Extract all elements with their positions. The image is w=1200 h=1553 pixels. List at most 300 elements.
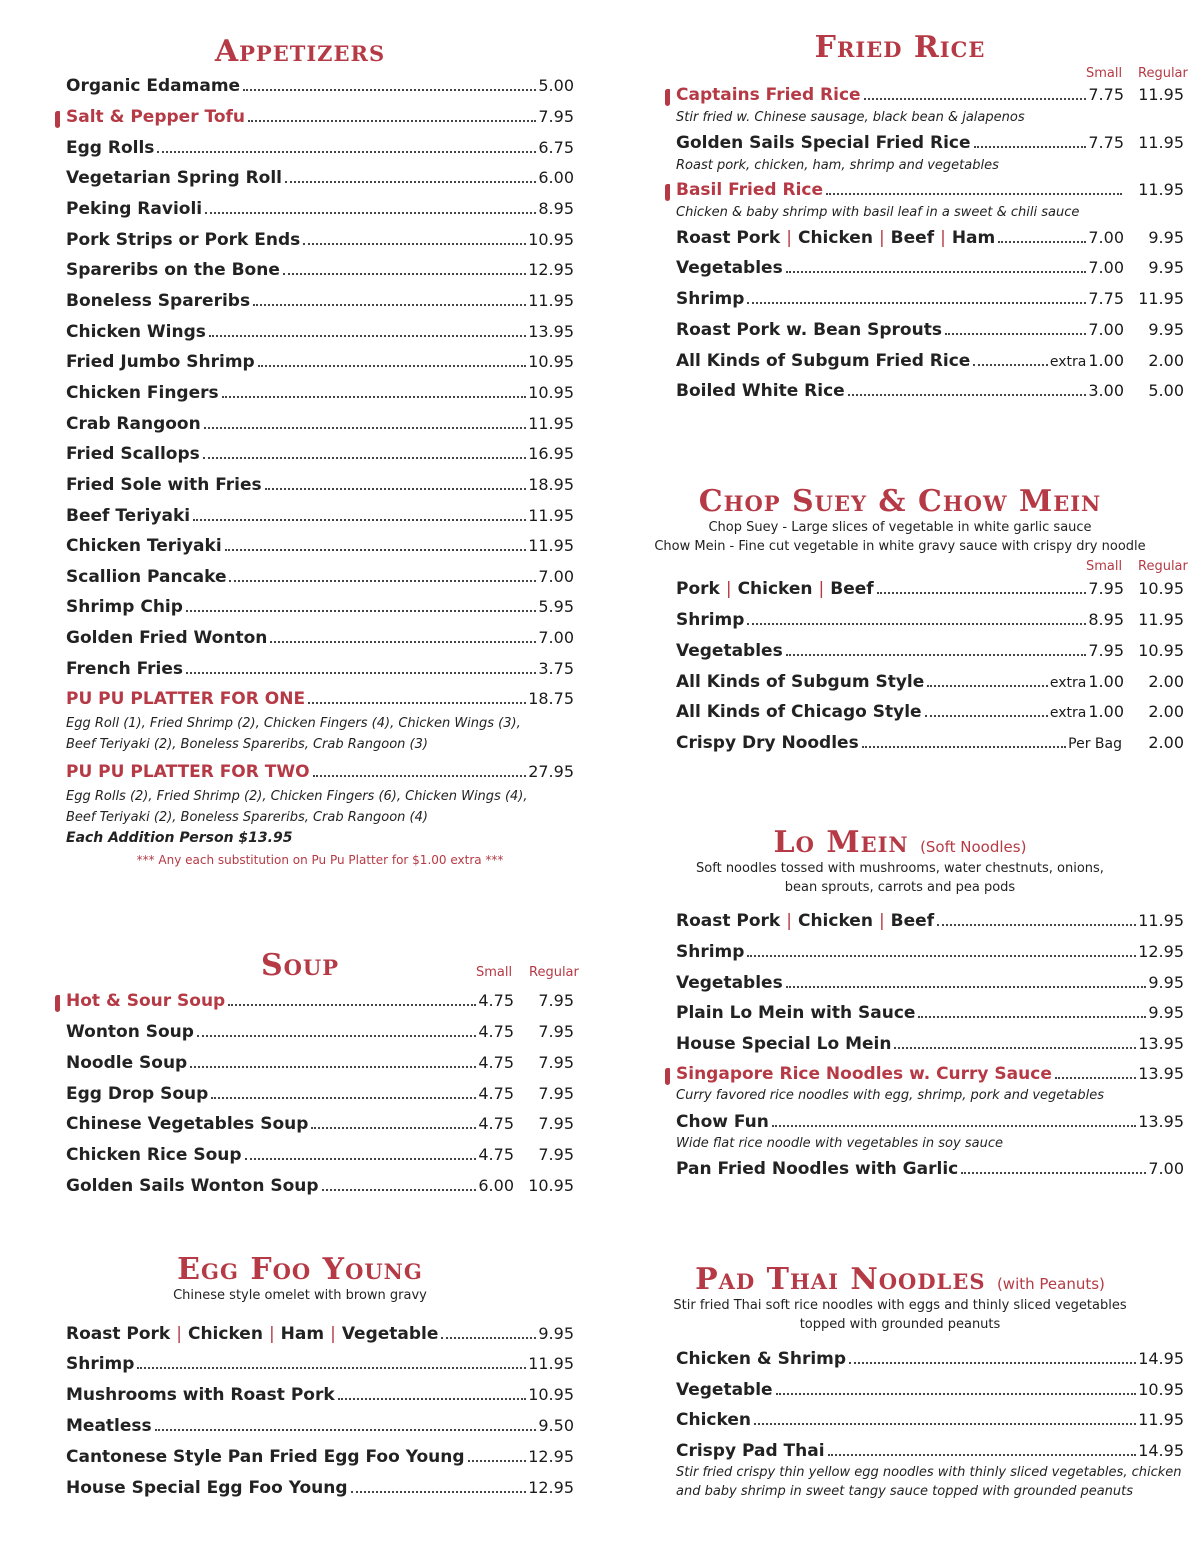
lo-mein-title (600, 825, 1200, 860)
price-regular: 10.95 (528, 1176, 574, 1195)
substitution-note: *** Any each substitution on Pu Pu Platter for $1.00 extra *** (136, 853, 504, 867)
item-name: Captains Fried Rice (676, 85, 861, 105)
item-name: Chicken Fingers (66, 383, 219, 403)
item-name-part: Roast Pork (66, 1324, 171, 1344)
fried-rice-small-header: Small (1086, 66, 1123, 81)
price: 9.95 (1148, 973, 1184, 992)
price-regular: 7.95 (538, 1084, 574, 1103)
menu-item-row (676, 1380, 1184, 1404)
menu-item-row (66, 1324, 574, 1348)
price-small: 1.00 (1088, 702, 1124, 721)
price: 14.95 (1138, 1441, 1184, 1460)
price: 13.95 (1138, 1112, 1184, 1131)
dot-leader (265, 488, 527, 490)
price-small: 4.75 (478, 1053, 514, 1072)
soup-small-header: Small (476, 965, 513, 980)
dot-leader (245, 1158, 477, 1160)
item-name (676, 579, 874, 599)
item-name: Roast Pork w. Bean Sprouts (676, 320, 942, 340)
pupu-two-note-2: Beef Teriyaki (2), Boneless Spareribs, Crab Rangoon (4) (66, 810, 428, 825)
price-regular: 9.95 (1148, 258, 1184, 277)
chop-suey-description: Chop Suey - Large slices of vegetable in white garlic sauce (708, 520, 1092, 535)
dot-leader (849, 1362, 1136, 1364)
dot-leader (222, 396, 527, 398)
chop-suey-title: Chop Suey & Chow Mein (698, 484, 1102, 519)
price: 9.50 (538, 1416, 574, 1435)
dot-leader (285, 181, 536, 183)
price-small: 6.00 (478, 1176, 514, 1195)
item-name: Crispy Pad Thai (676, 1441, 825, 1461)
menu-item-row (676, 1410, 1184, 1434)
fried-rice-regular-header: Regular (1138, 66, 1188, 81)
menu-item-row (676, 320, 1184, 344)
price: 12.95 (528, 260, 574, 279)
menu-item-row (676, 180, 1184, 204)
item-name: Vegetarian Spring Roll (66, 168, 282, 188)
separator-pipe: | (176, 1324, 182, 1344)
price: 10.95 (528, 1385, 574, 1404)
dot-leader (137, 1367, 526, 1369)
price-regular: 7.95 (538, 1022, 574, 1041)
menu-item-row (676, 911, 1184, 935)
price-regular: 7.95 (538, 1145, 574, 1164)
dot-leader (937, 924, 1136, 926)
addition-person-note: Each Addition Person $13.95 (66, 830, 293, 846)
dot-leader (754, 1423, 1136, 1425)
price-regular: 10.95 (1138, 641, 1184, 660)
separator-pipe: | (725, 579, 732, 599)
pad-thai-title-text: Pad Thai Noodles (695, 1262, 986, 1297)
price-regular: 11.95 (1138, 180, 1184, 199)
price: 11.95 (1138, 1410, 1184, 1429)
menu-item-row (66, 414, 574, 438)
menu-item-row (66, 322, 574, 346)
dot-leader (747, 955, 1136, 957)
dot-leader (209, 335, 526, 337)
dot-leader (747, 623, 1086, 625)
dot-leader (945, 333, 1086, 335)
item-name: Golden Sails Wonton Soup (66, 1176, 319, 1196)
price: 12.95 (1138, 942, 1184, 961)
menu-item-row (66, 689, 574, 713)
price: 10.95 (528, 352, 574, 371)
menu-item-row (66, 1145, 574, 1169)
dot-leader (225, 549, 527, 551)
price: 3.75 (538, 659, 574, 678)
item-name: All Kinds of Subgum Style (676, 672, 925, 692)
crispy-pad-thai-note-2: and baby shrimp in sweet tangy sauce topped with grounded peanuts (676, 1484, 1134, 1499)
price: 12.95 (528, 1447, 574, 1466)
dot-leader (828, 1454, 1137, 1456)
dot-leader (248, 120, 536, 122)
item-note: Stir fried w. Chinese sausage, black bean & jalapenos (676, 110, 1025, 125)
hot-pepper-icon (665, 1068, 670, 1085)
separator-pipe: | (268, 1324, 275, 1344)
dot-leader (786, 654, 1087, 656)
menu-item-row (66, 76, 574, 100)
menu-item-row (66, 1385, 574, 1409)
price-small: 1.00 (1088, 672, 1124, 691)
item-name-part: Roast Pork (676, 228, 781, 248)
price-small: 4.75 (478, 991, 514, 1010)
price-regular: 2.00 (1148, 351, 1184, 370)
pad-thai-description-2: topped with grounded peanuts (799, 1317, 1001, 1332)
pad-thai-subtitle: (with Peanuts) (996, 1275, 1105, 1293)
price-regular: 7.95 (538, 1053, 574, 1072)
menu-item-row (66, 1053, 574, 1077)
item-name-part: Chicken (737, 579, 813, 599)
price-regular: 2.00 (1148, 733, 1184, 752)
price-small: 7.00 (1088, 228, 1124, 247)
price: 11.95 (528, 536, 574, 555)
price: 7.00 (1148, 1159, 1184, 1178)
price-small: 3.00 (1088, 381, 1124, 400)
item-name: House Special Lo Mein (676, 1034, 892, 1054)
item-name: Noodle Soup (66, 1053, 188, 1073)
price-small: 8.95 (1088, 610, 1124, 629)
dot-leader (786, 271, 1087, 273)
menu-item-row (676, 973, 1184, 997)
menu-item-row (66, 1176, 574, 1200)
chop-suey-regular-header: Regular (1138, 559, 1188, 574)
dot-leader (253, 304, 526, 306)
item-note: Wide flat rice noodle with vegetables in soy sauce (676, 1136, 1003, 1151)
price: 12.95 (528, 1478, 574, 1497)
price: 7.95 (538, 107, 574, 126)
item-name: Singapore Rice Noodles w. Curry Sauce (676, 1064, 1052, 1084)
separator-pipe: | (330, 1324, 336, 1344)
dot-leader (973, 364, 1048, 366)
separator-pipe: | (818, 579, 825, 599)
price-small: 4.75 (478, 1084, 514, 1103)
dot-leader (283, 273, 526, 275)
dot-leader (338, 1398, 527, 1400)
dot-leader (313, 775, 527, 777)
item-name: Organic Edamame (66, 76, 241, 96)
price-small: 7.00 (1088, 320, 1124, 339)
item-name: Shrimp Chip (66, 597, 183, 617)
menu-item-row (676, 85, 1184, 109)
item-name: House Special Egg Foo Young (66, 1478, 348, 1498)
chow-mein-description: Chow Mein - Fine cut vegetable in white gravy sauce with crispy dry noodle (654, 539, 1146, 554)
fried-rice-title: Fried Rice (814, 30, 986, 65)
price: 5.95 (538, 597, 574, 616)
price-regular: 2.00 (1148, 702, 1184, 721)
price-prefix: Per Bag (1068, 736, 1122, 752)
menu-item-row (66, 168, 574, 192)
menu-item-row (66, 444, 574, 468)
separator-pipe: | (786, 911, 792, 931)
item-note: Curry favored rice noodles with egg, shrimp, pork and vegetables (676, 1088, 1104, 1103)
price: 9.95 (538, 1324, 574, 1343)
item-name: Shrimp (676, 942, 745, 962)
item-name-part: Chicken (797, 228, 873, 248)
price-small: 7.00 (1088, 258, 1124, 277)
egg-foo-young-description: Chinese style omelet with brown gravy (173, 1288, 427, 1303)
price-small: 4.75 (478, 1114, 514, 1133)
item-name: Spareribs on the Bone (66, 260, 280, 280)
dot-leader (155, 1429, 537, 1431)
price-prefix: extra (1049, 675, 1087, 691)
price: 7.00 (538, 567, 574, 586)
menu-item-row (676, 942, 1184, 966)
dot-leader (927, 685, 1048, 687)
dot-leader (894, 1047, 1136, 1049)
item-name-part: Vegetable (341, 1324, 439, 1344)
price: 13.95 (1138, 1034, 1184, 1053)
menu-item-row (676, 579, 1184, 603)
menu-item-row (66, 1478, 574, 1502)
menu-item-row (676, 672, 1184, 696)
crispy-pad-thai-note-1: Stir fried crispy thin yellow egg noodles with thinly sliced vegetables, chicken (676, 1465, 1182, 1480)
dot-leader (776, 1393, 1137, 1395)
dot-leader (848, 394, 1087, 396)
menu-item-row (66, 597, 574, 621)
dot-leader (311, 1127, 476, 1129)
dot-leader (211, 1097, 476, 1099)
item-name: Fried Scallops (66, 444, 200, 464)
separator-pipe: | (878, 228, 885, 248)
menu-item-row (676, 641, 1184, 665)
price: 11.95 (528, 414, 574, 433)
menu-item-row (676, 610, 1184, 634)
price-regular: 5.00 (1148, 381, 1184, 400)
price-small: 4.75 (478, 1022, 514, 1041)
menu-item-row (66, 352, 574, 376)
item-name-part: Beef (830, 579, 874, 599)
item-name (676, 911, 934, 931)
item-name: Wonton Soup (66, 1022, 194, 1042)
item-name: Crab Rangoon (66, 414, 201, 434)
price: 6.00 (538, 168, 574, 187)
dot-leader (197, 1035, 476, 1037)
dot-leader (303, 243, 526, 245)
dot-leader (925, 715, 1048, 717)
dot-leader (243, 89, 536, 91)
price: 16.95 (528, 444, 574, 463)
menu-item-row (66, 991, 574, 1015)
item-name: Golden Sails Special Fried Rice (676, 133, 971, 153)
item-name-part: Chicken (797, 911, 873, 931)
price-prefix: extra (1049, 354, 1087, 370)
dot-leader (786, 986, 1147, 988)
item-name: Mushrooms with Roast Pork (66, 1385, 335, 1405)
price-regular: 7.95 (538, 991, 574, 1010)
menu-item-row (676, 289, 1184, 313)
item-name: Shrimp (676, 610, 745, 630)
menu-item-row (66, 1084, 574, 1108)
soup-title: Soup (260, 948, 340, 983)
price: 11.95 (528, 506, 574, 525)
menu-item-row (676, 228, 1184, 252)
price: 7.00 (538, 628, 574, 647)
item-name: Chicken & Shrimp (676, 1349, 847, 1369)
item-name: Fried Sole with Fries (66, 475, 262, 495)
price: 8.95 (538, 199, 574, 218)
price-regular: 11.95 (1138, 85, 1184, 104)
menu-item-row (66, 506, 574, 530)
separator-pipe: | (878, 911, 885, 931)
menu-item-row (66, 1416, 574, 1440)
item-name: French Fries (66, 659, 184, 679)
item-name: Meatless (66, 1416, 152, 1436)
item-name: Beef Teriyaki (66, 506, 191, 526)
dot-leader (229, 580, 536, 582)
dot-leader (157, 151, 536, 153)
menu-item-row (66, 1354, 574, 1378)
dot-leader (270, 641, 536, 643)
price-regular: 10.95 (1138, 579, 1184, 598)
price: 10.95 (528, 383, 574, 402)
item-name-part: Roast Pork (676, 911, 781, 931)
item-name: Fried Jumbo Shrimp (66, 352, 255, 372)
price-regular: 11.95 (1138, 610, 1184, 629)
menu-item-row (676, 702, 1184, 726)
price-regular: 9.95 (1148, 320, 1184, 339)
separator-pipe: | (940, 228, 946, 248)
item-name-part: Pork (676, 579, 720, 599)
price-small: 4.75 (478, 1145, 514, 1164)
item-name: PU PU PLATTER FOR ONE (66, 689, 306, 709)
item-name: Plain Lo Mein with Sauce (676, 1003, 916, 1023)
menu-item-row (66, 107, 574, 131)
menu-item-row (676, 381, 1184, 405)
item-name-part: Beef (890, 911, 935, 931)
dot-leader (204, 427, 526, 429)
item-name: Chinese Vegetables Soup (66, 1114, 309, 1134)
menu-item-row (66, 536, 574, 560)
item-note: Roast pork, chicken, ham, shrimp and vegetables (676, 158, 999, 173)
item-name: Vegetables (676, 258, 783, 278)
item-name: Pan Fried Noodles with Garlic (676, 1159, 959, 1179)
menu-item-row (66, 383, 574, 407)
price-prefix: extra (1049, 705, 1087, 721)
dot-leader (826, 193, 1122, 195)
dot-leader (864, 98, 1087, 100)
menu-item-row (66, 230, 574, 254)
dot-leader (205, 212, 536, 214)
menu-item-row (676, 1349, 1184, 1373)
menu-item-row (66, 762, 574, 786)
dot-leader (186, 672, 536, 674)
price-small: 7.75 (1088, 289, 1124, 308)
price-small: 7.95 (1088, 641, 1124, 660)
menu-item-row (676, 1159, 1184, 1183)
pad-thai-title (600, 1262, 1200, 1297)
dot-leader (193, 519, 526, 521)
dot-leader (998, 241, 1086, 243)
item-name: Salt & Pepper Tofu (66, 107, 246, 127)
menu-item-row (676, 258, 1184, 282)
price: 9.95 (1148, 1003, 1184, 1022)
price: 18.75 (528, 689, 574, 708)
item-name-part: Ham (951, 228, 996, 248)
dot-leader (322, 1189, 477, 1191)
menu-item-row (66, 1447, 574, 1471)
item-name: Crispy Dry Noodles (676, 733, 859, 753)
menu-item-row (66, 1114, 574, 1138)
menu-item-row (676, 1003, 1184, 1027)
dot-leader (877, 592, 1087, 594)
price: 11.95 (528, 291, 574, 310)
item-name: Boiled White Rice (676, 381, 845, 401)
item-name: Vegetables (676, 641, 783, 661)
menu-item-row (66, 260, 574, 284)
item-name: Chow Fun (676, 1112, 769, 1132)
item-name: Peking Ravioli (66, 199, 203, 219)
item-name: Chicken Teriyaki (66, 536, 222, 556)
menu-item-row (66, 199, 574, 223)
egg-foo-young-title: Egg Foo Young (177, 1252, 423, 1287)
appetizers-title: Appetizers (214, 34, 386, 69)
item-name: Shrimp (676, 289, 745, 309)
price: 27.95 (528, 762, 574, 781)
item-name: Chicken Rice Soup (66, 1145, 242, 1165)
item-name: Cantonese Style Pan Fried Egg Foo Young (66, 1447, 465, 1467)
item-name: Egg Drop Soup (66, 1084, 209, 1104)
price-small: 7.75 (1088, 133, 1124, 152)
dot-leader (228, 1004, 476, 1006)
price: 18.95 (528, 475, 574, 494)
pad-thai-description-1: Stir fried Thai soft rice noodles with eggs and thinly sliced vegetables (673, 1298, 1127, 1313)
item-name: Egg Rolls (66, 138, 155, 158)
dot-leader (203, 457, 526, 459)
price: 10.95 (1138, 1380, 1184, 1399)
chop-suey-small-header: Small (1086, 559, 1123, 574)
item-name: Vegetable (676, 1380, 773, 1400)
separator-pipe: | (786, 228, 792, 248)
hot-pepper-icon (55, 111, 60, 128)
item-note: Chicken & baby shrimp with basil leaf in a sweet & chili sauce (676, 205, 1080, 220)
item-name-part: Beef (890, 228, 935, 248)
pupu-one-note-2: Beef Teriyaki (2), Boneless Spareribs, Crab Rangoon (3) (66, 737, 428, 752)
hot-pepper-icon (665, 184, 670, 201)
lo-mein-description-2: bean sprouts, carrots and pea pods (784, 880, 1016, 895)
item-name: All Kinds of Subgum Fried Rice (676, 351, 971, 371)
dot-leader (468, 1460, 527, 1462)
item-name: Hot & Sour Soup (66, 991, 226, 1011)
dot-leader (747, 302, 1086, 304)
lo-mein-title-text: Lo Mein (773, 825, 909, 860)
price-regular: 11.95 (1138, 289, 1184, 308)
price-regular: 7.95 (538, 1114, 574, 1133)
item-name-part: Chicken (187, 1324, 263, 1344)
dot-leader (186, 610, 536, 612)
price-small: 7.95 (1088, 579, 1124, 598)
dot-leader (308, 702, 526, 704)
item-name-part: Ham (280, 1324, 325, 1344)
menu-item-row (66, 138, 574, 162)
dot-leader (961, 1172, 1146, 1174)
price: 10.95 (528, 230, 574, 249)
item-name: PU PU PLATTER FOR TWO (66, 762, 310, 782)
price-regular: 9.95 (1148, 228, 1184, 247)
menu-item-row (676, 133, 1184, 157)
price: 6.75 (538, 138, 574, 157)
soup-regular-header: Regular (529, 965, 579, 980)
dot-leader (190, 1066, 476, 1068)
price-small: 7.75 (1088, 85, 1124, 104)
pupu-one-note-1: Egg Roll (1), Fried Shrimp (2), Chicken Fingers (4), Chicken Wings (3), (66, 716, 521, 731)
price: 13.95 (1138, 1064, 1184, 1083)
dot-leader (974, 146, 1087, 148)
menu-item-row (66, 659, 574, 683)
dot-leader (258, 365, 526, 367)
lo-mein-description-1: Soft noodles tossed with mushrooms, water chestnuts, onions, (696, 861, 1104, 876)
item-name: All Kinds of Chicago Style (676, 702, 922, 722)
menu-item-row (676, 1034, 1184, 1058)
dot-leader (441, 1337, 536, 1339)
